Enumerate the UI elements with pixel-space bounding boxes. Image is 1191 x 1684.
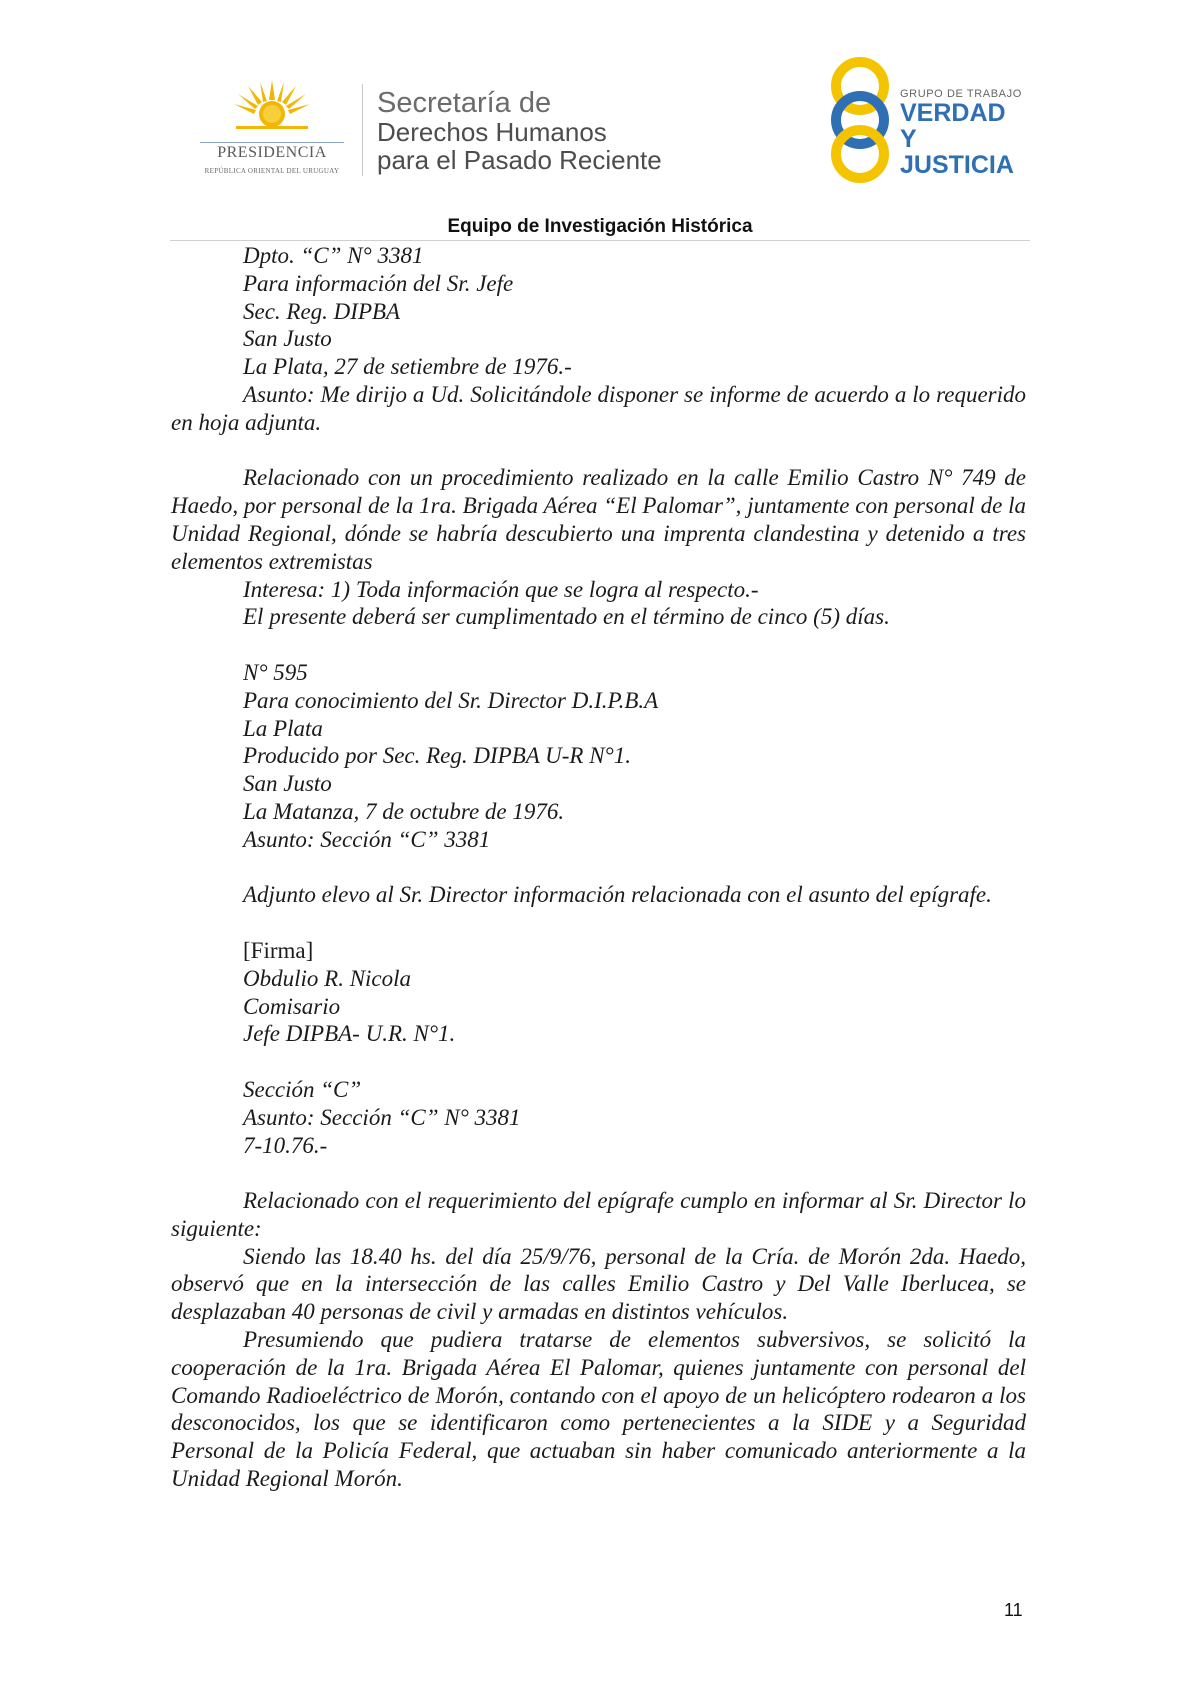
sun-emblem-icon [232,78,312,140]
paragraph-adjunto: Adjunto elevo al Sr. Director información relacionada con el asunto del epígrafe. [243,882,992,908]
paragraph-presumiendo: Presumiendo que pudiera tratarse de elementos subversivos, se solicitó la cooperación de la 1ra. Brigada Aérea El Palomar, quienes juntamente con personal del Comando Radioeléctrico de Morón, contando con el apoyo de un helicóptero rodearon a los desconocidos, los que se identificaron como pertenecientes a la SIDE y a Seguridad Personal de la Policía Federal, que actuaban sin haber comunicado anteriormente a la Unidad Regional Morón. [171,1327,1026,1492]
presidencia-logo [192,78,352,178]
text-line: Sección “C” [243,1076,362,1102]
presidencia-subtitle: REPÚBLICA ORIENTAL DEL URUGUAY [204,167,340,175]
secretaria-wordmark [377,88,662,174]
secretaria-line-2: Derechos Humanos [377,117,607,147]
text-line: Asunto: Sección “C” 3381 [243,826,491,852]
interlocked-rings-icon [824,56,896,184]
text-line: La Matanza, 7 de octubre de 1976. [243,798,565,824]
document-body [171,242,1026,1493]
vyj-line-3: JUSTICIA [900,151,1014,179]
signature-rank: Comisario [243,993,341,1019]
verdad-justicia-wordmark [900,88,1024,178]
paragraph-siendo: Siendo las 18.40 hs. del día 25/9/76, personal de la Cría. de Morón 2da. Haedo, observó que en la intersección de las calles Emilio Castro y Del Valle Iberlucea, se desplazaban 40 personas de civil y armadas en distintos vehículos. [171,1243,1026,1325]
vyj-line-2: VERDAD Y [900,99,1006,153]
subheader-title: Equipo de Investigación Histórica [447,216,753,237]
presidencia-rule [200,142,344,143]
text-line: Interesa: 1) Toda información que se logra al respecto.- [243,576,759,602]
text-line: La Plata [243,715,323,741]
header-divider [362,84,363,176]
subheader-rule [170,240,1030,241]
text-line: Sec. Reg. DIPBA [243,298,401,324]
paragraph-asunto: Asunto: Me dirijo a Ud. Solicitándole disponer se informe de acuerdo a lo requerido en hoja adjunta. [171,381,1026,435]
page-number: 11 [1004,1600,1023,1620]
text-line: Para conocimiento del Sr. Director D.I.P.B.A [243,687,659,713]
text-line: 7-10.76.- [243,1132,328,1158]
text-line: Dpto. “C” N° 3381 [243,243,424,268]
secretaria-line-1: Secretaría de [377,87,552,119]
vyj-line-1: GRUPO DE TRABAJO [900,88,1022,100]
text-line: La Plata, 27 de setiembre de 1976.- [243,354,572,380]
text-line: San Justo [243,771,332,797]
text-line: Producido por Sec. Reg. DIPBA U-R N°1. [243,743,631,769]
secretaria-line-3: para el Pasado Reciente [377,145,662,175]
paragraph-relacionado-2: Relacionado con el requerimiento del epígrafe cumplo en informar al Sr. Director lo siguiente: [171,1188,1026,1241]
text-line: Asunto: Sección “C” N° 3381 [243,1104,521,1130]
presidencia-title: PRESIDENCIA [217,144,327,161]
signature-placeholder: [Firma] [243,937,314,963]
text-line: San Justo [243,326,332,352]
page-header [0,0,1191,200]
signature-name: Obdulio R. Nicola [243,965,412,991]
paragraph-relacionado-1: Relacionado con un procedimiento realizado en la calle Emilio Castro N° 749 de Haedo, por personal de la 1ra. Brigada Aérea “El Palomar”, juntamente con personal de la Unidad Regional, dónde se habría descubierto una imprenta clandestina y detenido a tres elementos extremistas [171,465,1026,574]
signature-title: Jefe DIPBA- U.R. N°1. [243,1021,456,1047]
verdad-justicia-logo [824,56,1024,186]
text-line: N° 595 [243,659,308,685]
text-line: El presente deberá ser cumplimentado en el término de cinco (5) días. [243,604,890,630]
text-line: Para información del Sr. Jefe [243,270,514,296]
